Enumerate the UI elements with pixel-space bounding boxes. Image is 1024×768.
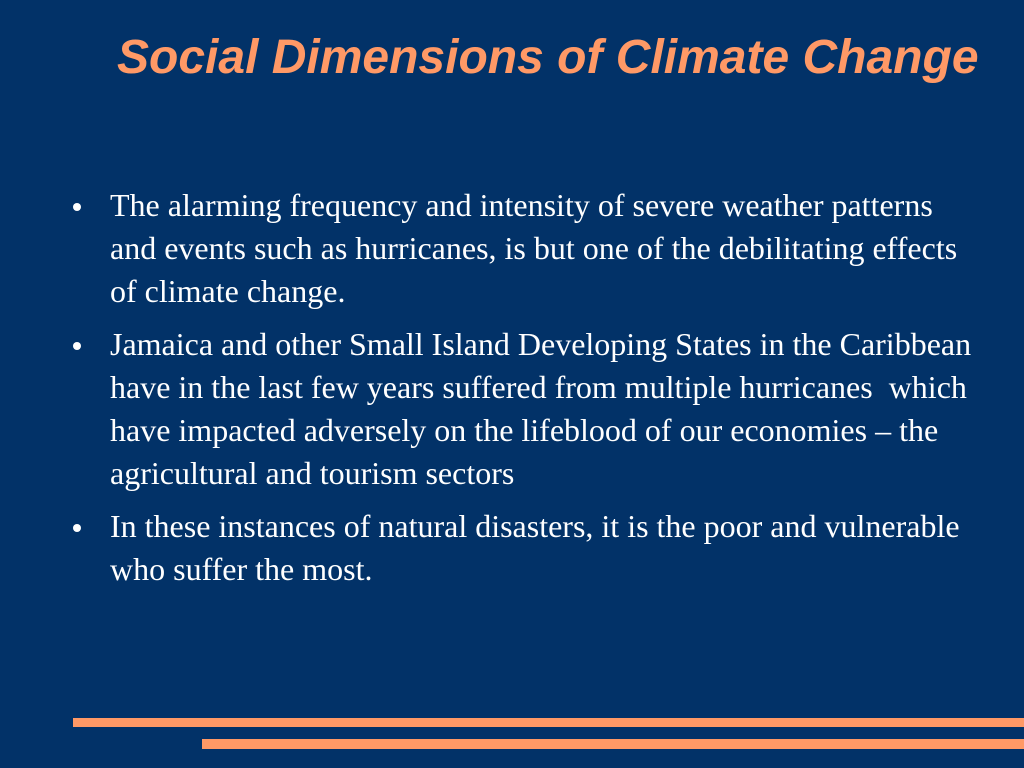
bullet-text: The alarming frequency and intensity of severe weather patterns and events such as hurricanes, is but one of the debilitating effects of climate change. [110, 187, 966, 309]
bullet-item [73, 323, 980, 495]
bullet-text: Jamaica and other Small Island Developing States in the Caribbean have in the last few years suffered from multiple hurricanes which have impacted adversely on the lifeblood of our economies – the agricultural and tourism sectors [110, 326, 980, 491]
accent-rule-top [73, 718, 1024, 727]
bullet-icon [73, 524, 81, 532]
bullet-list [73, 184, 980, 601]
bullet-item [73, 184, 973, 313]
bullet-icon [73, 203, 81, 211]
accent-rule-bottom [202, 739, 1024, 749]
bullet-text: In these instances of natural disasters, it is the poor and vulnerable who suffer the most. [110, 508, 968, 587]
bullet-icon [73, 342, 81, 350]
slide-title: Social Dimensions of Climate Change [117, 31, 979, 84]
bullet-item [73, 505, 973, 591]
